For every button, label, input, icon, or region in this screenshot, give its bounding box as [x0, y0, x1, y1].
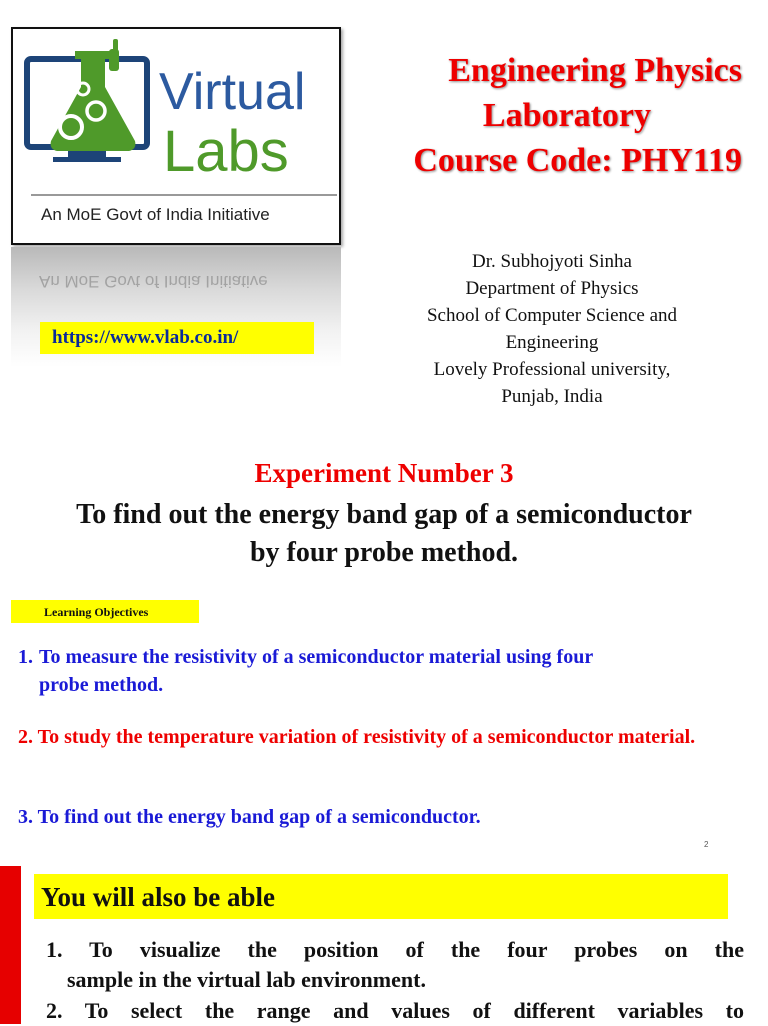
author-department: Department of Physics [465, 278, 639, 299]
ability-1-line2: sample in the virtual lab environment. [67, 967, 426, 992]
ability-2-line1: 2. To select the range and values of different variables to [46, 998, 744, 1023]
logo-brand-labs: Labs [163, 119, 289, 184]
experiment-title-line2: by four probe method. [249, 537, 519, 568]
slide-accent-bar [0, 866, 21, 1024]
objective-2: 2. To study the temperature variation of resistivity of a semiconductor material. [18, 726, 696, 748]
vlab-url-link[interactable]: https://www.vlab.co.in/ [40, 322, 314, 354]
objective-1-line1: To measure the resistivity of a semiconductor material using four [39, 646, 594, 668]
experiment-number: Experiment Number 3 [254, 458, 514, 488]
author-block [392, 248, 712, 410]
author-university: Lovely Professional university, [433, 359, 671, 380]
author-name: Dr. Subhojyoti Sinha [472, 251, 632, 272]
reflection-tagline: An MoE Govt of India Initiative [39, 272, 268, 291]
logo-tagline: An MoE Govt of India Initiative [41, 205, 270, 224]
abilities-heading: You will also be able [34, 874, 728, 919]
ability-2 [46, 996, 744, 1026]
objective-1-line2: probe method. [39, 674, 164, 696]
ability-1-line1: 1. To visualize the position of the four probes on the [46, 937, 744, 962]
author-school-line2: Engineering [505, 332, 599, 353]
experiment-title [0, 496, 768, 572]
experiment-title-line1: To find out the energy band gap of a semiconductor [76, 499, 692, 530]
flask-icon [51, 39, 136, 151]
learning-objectives-label: Learning Objectives [11, 600, 199, 623]
ability-1 [46, 935, 744, 995]
author-location: Punjab, India [501, 386, 603, 407]
course-code: Course Code: PHY119 [413, 142, 742, 179]
objective-3: 3. To find out the energy band gap of a semiconductor. [18, 806, 481, 828]
objective-1 [18, 643, 748, 699]
logo-brand-virtual: Virtual [159, 63, 306, 121]
lab-title: Laboratory [482, 97, 651, 134]
logo-card [11, 27, 341, 245]
author-school-line1: School of Computer Science and [426, 305, 678, 326]
objective-1-number: 1. [18, 646, 33, 668]
course-title: Engineering Physics [448, 52, 742, 89]
page-number: 2 [704, 840, 709, 849]
